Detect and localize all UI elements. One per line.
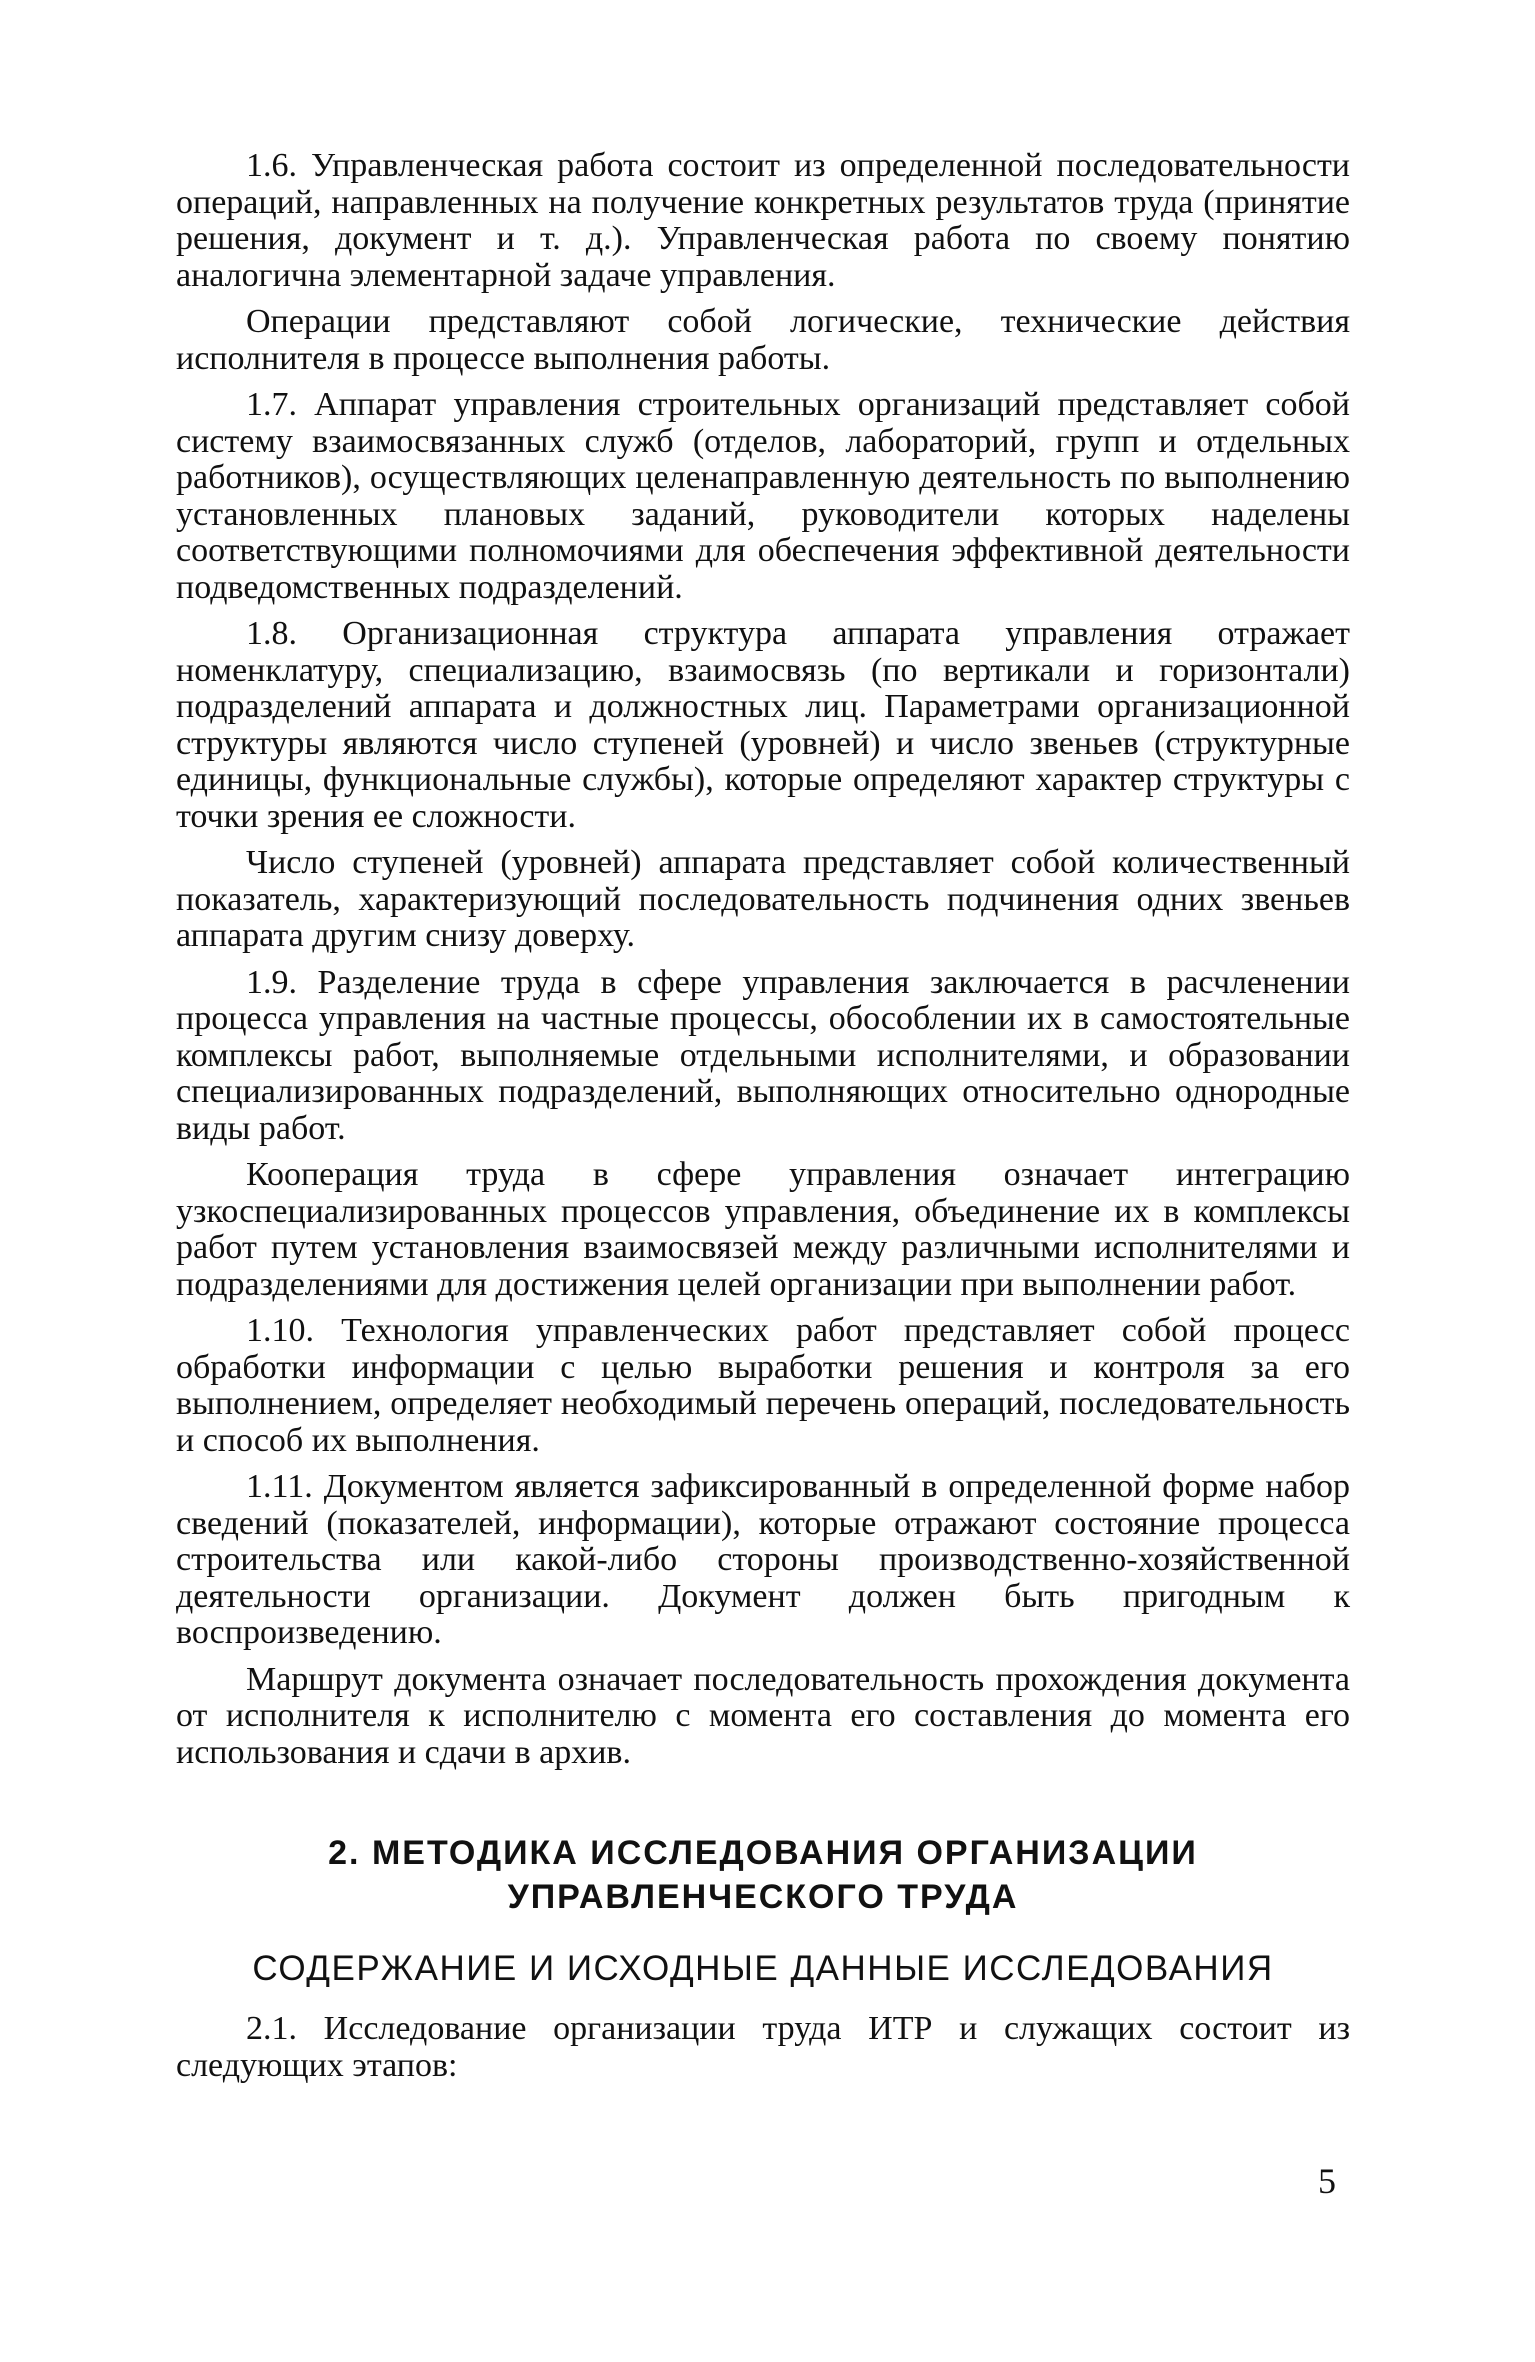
paragraph-1-6: 1.6. Управленческая работа состоит из определенной последовательности операций, направленных на получение конкретных результатов труда (принятие решения, документ и т. д.). Управленческая работа по своему понятию аналогична элементарной задаче управления. — [176, 147, 1350, 294]
paragraph-1-7: 1.7. Аппарат управления строительных организаций представляет собой систему взаимосвязанных служб (отделов, лабораторий, групп и отдельных работников), осуществляющих целенаправленную деятельность по выполнению установленных плановых заданий, руководители которых наделены соответствующими полномочиями для обеспечения эффективной деятельности подведомственных подразделений. — [176, 386, 1350, 606]
page-number: 5 — [1318, 2161, 1336, 2201]
paragraph-1-10: 1.10. Технология управленческих работ представляет собой процесс обработки информации с целью выработки решения и контроля за его выполнением, определяет необходимый перечень операций, последовательность и способ их выполнения. — [176, 1312, 1350, 1459]
paragraph-operations: Операции представляют собой логические, технические действия исполнителя в процессе выполнения работы. — [176, 303, 1350, 377]
paragraph-route: Маршрут документа означает последовательность прохождения документа от исполнителя к исполнителю с момента его составления до момента его использования и сдачи в архив. — [176, 1660, 1350, 1771]
paragraph-cooperation: Кооперация труда в сфере управления означает интеграцию узкоспециализированных процессов управления, объединение их в комплексы работ путем установления взаимосвязей между различными исполнителями и подразделениями для достижения целей организации при выполнении работ. — [176, 1156, 1350, 1303]
page-body — [176, 148, 1350, 2094]
paragraph-1-8: 1.8. Организационная структура аппарата управления отражает номенклатуру, специализацию, взаимосвязь (по вертикали и горизонтали) подразделений аппарата и должностных лиц. Параметрами организационной структуры являются число ступеней (уровней) и число звеньев (структурные единицы, функциональные службы), которые определяют характер структуры с точки зрения ее сложности. — [176, 615, 1350, 835]
paragraph-1-11: 1.11. Документом является зафиксированный в определенной форме набор сведений (показателей, информации), которые отражают состояние процесса строительства или какой-либо стороны производственно-хозяйственной деятельности организации. Документ должен быть пригодным к воспроизведению. — [176, 1468, 1350, 1651]
section-title — [176, 1831, 1350, 1919]
section-title-line-1: 2. МЕТОДИКА ИССЛЕДОВАНИЯ ОРГАНИЗАЦИИ — [328, 1834, 1198, 1872]
section-title-line-2: УПРАВЛЕНЧЕСКОГО ТРУДА — [507, 1878, 1019, 1916]
section-subtitle: СОДЕРЖАНИЕ И ИСХОДНЫЕ ДАННЫЕ ИССЛЕДОВАНИЯ — [252, 1949, 1274, 1988]
paragraph-levels: Число ступеней (уровней) аппарата представляет собой количественный показатель, характеризующий последовательность подчинения одних звеньев аппарата другим снизу доверху. — [176, 844, 1350, 954]
paragraph-1-9: 1.9. Разделение труда в сфере управления заключается в расчленении процесса управления на частные процессы, обособлении их в самостоятельные комплексы работ, выполняемые отдельными исполнителями, и образовании специализированных подразделений, выполняющих относительно однородные виды работ. — [176, 963, 1350, 1147]
paragraph-2-1: 2.1. Исследование организации труда ИТР и служащих состоит из следующих этапов: — [176, 2010, 1350, 2084]
